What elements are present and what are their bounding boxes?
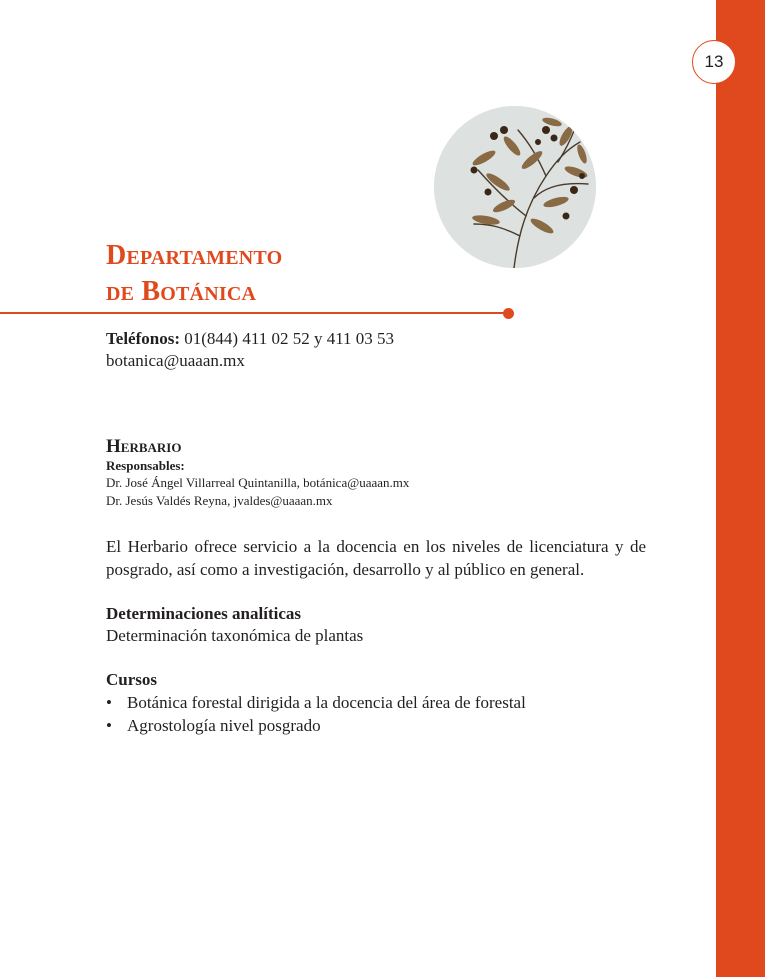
responsables-label: Responsables: [106, 458, 185, 473]
title-divider [0, 312, 506, 314]
herbarium-plant-photo [434, 106, 596, 268]
responsable-item: Dr. Jesús Valdés Reyna, jvaldes@uaaan.mx [106, 493, 333, 508]
curso-label: Agrostología nivel posgrado [127, 716, 321, 735]
section-title: Herbario [106, 436, 182, 457]
bullet-icon: • [106, 693, 112, 712]
responsable-item: Dr. José Ángel Villarreal Quintanilla, botánica@uaaan.mx [106, 475, 410, 490]
contact-info [106, 328, 394, 372]
list-item [106, 691, 646, 714]
title-line-1: Departamento [106, 240, 283, 271]
page-number: 13 [692, 40, 736, 84]
list-item [106, 714, 646, 737]
determinaciones-text: Determinación taxonómica de plantas [106, 626, 364, 645]
curso-label: Botánica forestal dirigida a la docencia del área de forestal [127, 693, 526, 712]
phone-value: 01(844) 411 02 52 y 411 03 53 [184, 329, 395, 348]
herbario-section [106, 436, 646, 737]
cursos-list [106, 691, 646, 737]
determinaciones-heading: Determinaciones analíticas [106, 604, 301, 623]
side-color-bar [716, 0, 765, 977]
cursos-heading: Cursos [106, 670, 158, 689]
section-description: El Herbario ofrece servicio a la docencia en los niveles de licenciatura y de posgrado, así como a investigación, desarrollo y al público en general. [106, 537, 646, 579]
phone-label: Teléfonos: [106, 329, 180, 348]
divider-dot [503, 308, 514, 319]
bullet-icon: • [106, 716, 112, 735]
title-line-2: de Botánica [106, 276, 257, 307]
phone-line [106, 328, 394, 350]
department-title [106, 238, 282, 310]
plant-illustration [434, 106, 596, 268]
contact-email: botanica@uaaan.mx [106, 351, 245, 370]
